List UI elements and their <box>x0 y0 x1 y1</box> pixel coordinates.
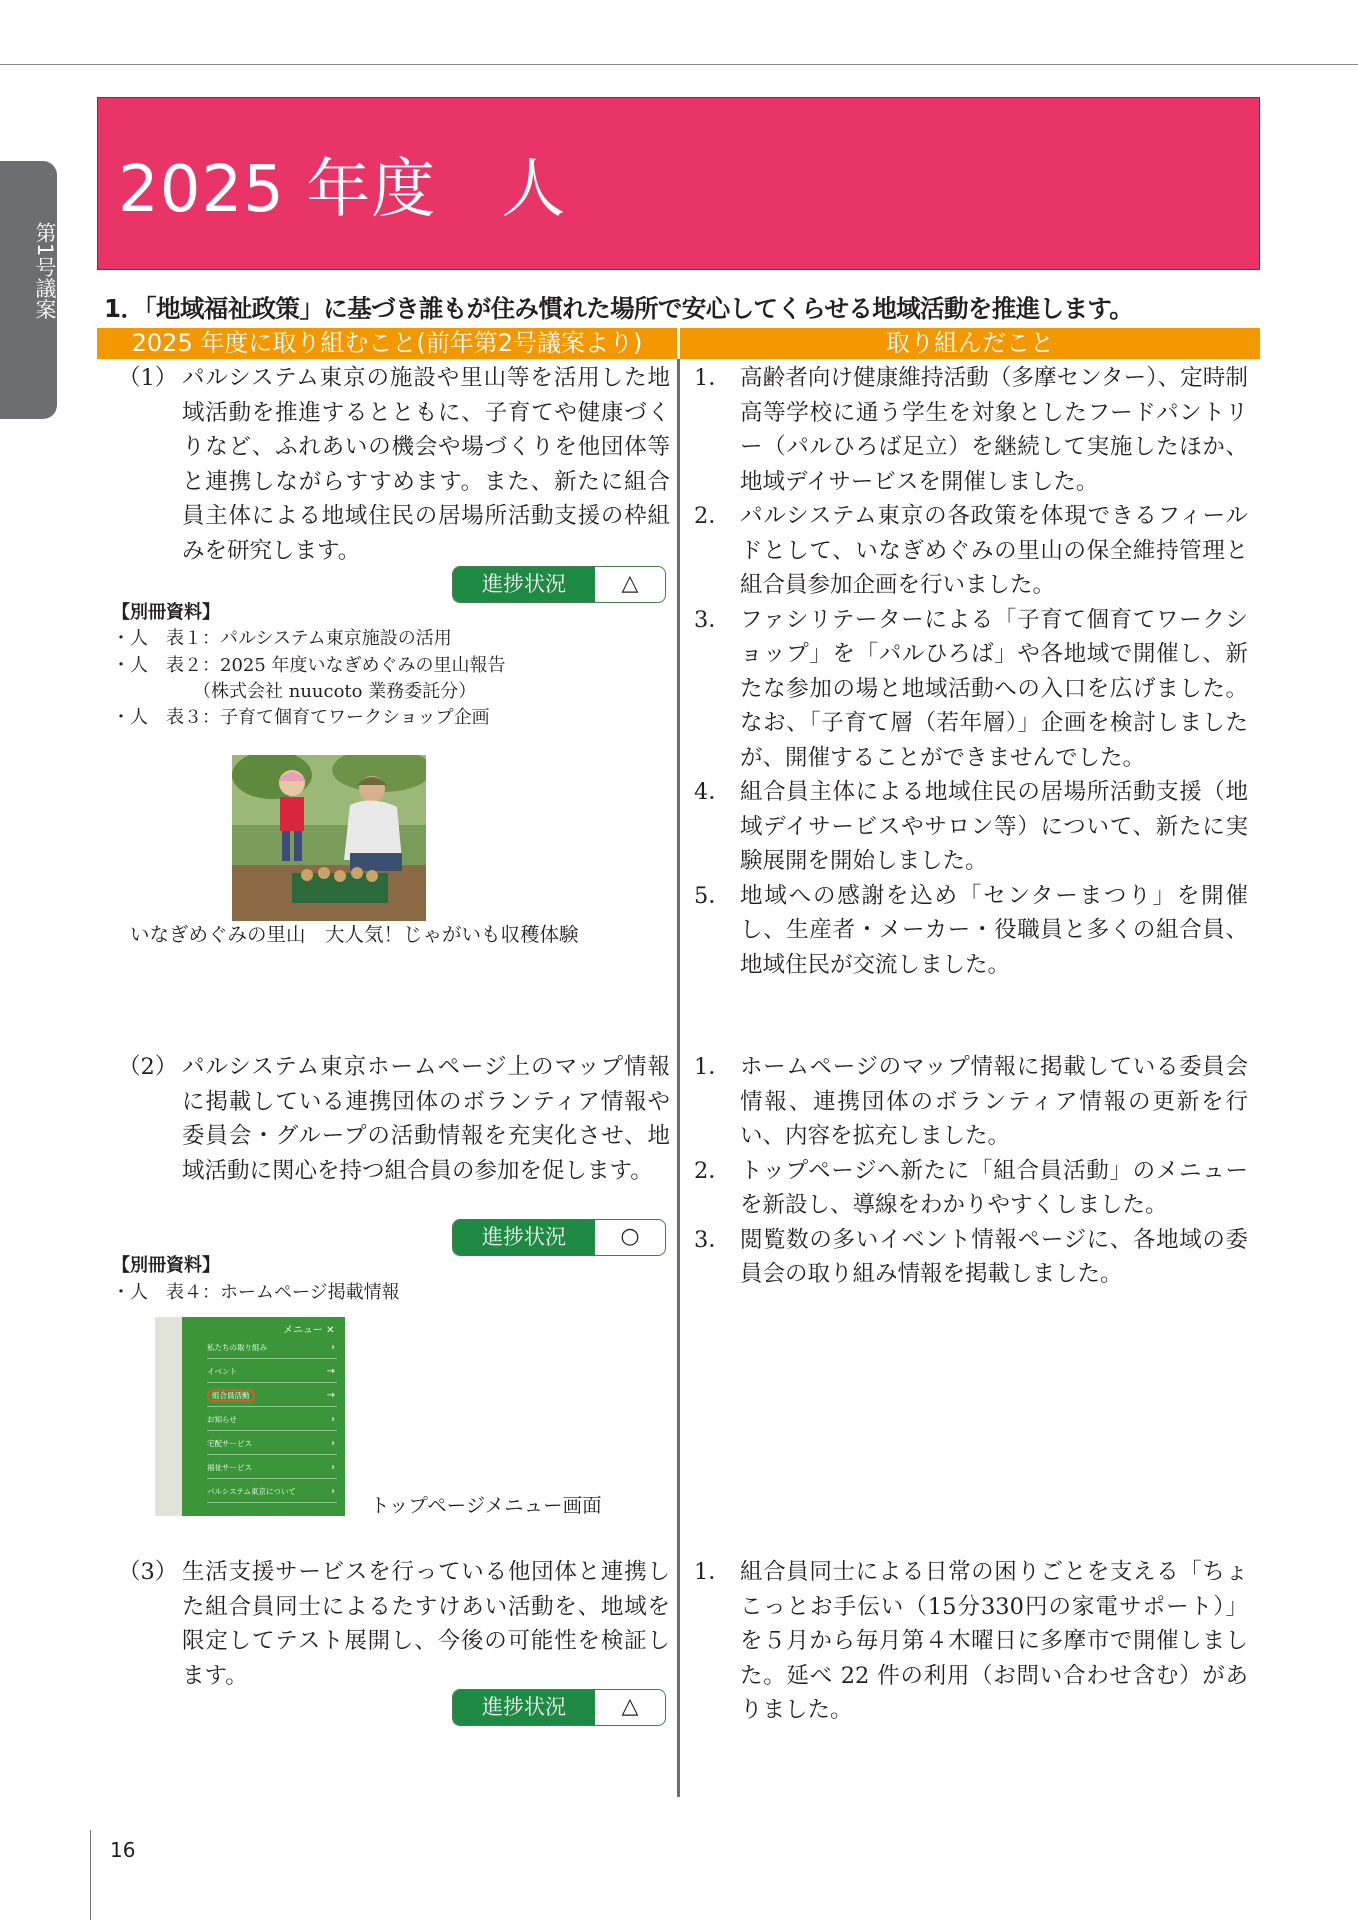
plan-item-text: パルシステム東京の施設や里山等を活用した地域活動を推進するとともに、子育てや健康づくりなど、ふれあいの機会や場づくりを他団体等と連携しながらすすめます。また、新たに組合員主体による地域住民の居場所活動支援の枠組みを研究します。 <box>182 365 670 564</box>
result-text: 組合員同士による日常の困りごとを支える「ちょこっとお手伝い（15分330円の家電サポート）」を５月から毎月第４木曜日に多摩市で開催しました。延べ 22 件の利用（お問い合わせ含む）がありました。 <box>740 1559 1248 1723</box>
page-number: 16 <box>110 1838 136 1862</box>
result-item <box>694 1223 1248 1292</box>
result-text: 地域への感謝を込め「センターまつり」を開催し、生産者・メーカー・役職員と多くの組合員、地域住民が交流しました。 <box>740 882 1248 978</box>
results-list-2 <box>694 1050 1248 1292</box>
result-text: ファシリテーターによる「子育て個育てワークショップ」を「パルひろば」や各地域で開催し、新たな参加の場と地域活動への入口を広げました。なお、「子育て層（若年層）」企画を検討しましたが、開催することができませんでした。 <box>740 606 1248 771</box>
reference-line: ・人 表１：パルシステム東京施設の活用 <box>112 628 452 649</box>
menu-screenshot-sidebar <box>155 1317 182 1516</box>
progress-label: 進捗状況 <box>453 1690 595 1725</box>
chapter-side-tab-label: 第1号議案 <box>33 222 57 320</box>
section-heading: 1．「地域福祉政策」に基づき誰もが住み慣れた場所で安心してくらせる地域活動を推進します。 <box>104 294 1134 323</box>
result-text: パルシステム東京の各政策を体現できるフィールドとして、いなぎめぐみの里山の保全維持管理と組合員参加企画を行いました。 <box>740 503 1248 598</box>
left-column-header: 2025 年度に取り組むこと(前年第2号議案より) <box>97 328 677 359</box>
menu-screenshot-row: イベント → <box>207 1361 337 1383</box>
reference-heading: 【別冊資料】 <box>112 602 220 623</box>
result-item <box>694 361 1248 499</box>
result-text: 高齢者向け健康維持活動（多摩センター）、定時制高等学校に通う学生を対象としたフードパントリー（パルひろば足立）を継続して実施したほか、地域デイサービスを開催しました。 <box>740 365 1248 495</box>
top-rule <box>0 64 1358 65</box>
plan-item-1 <box>118 361 670 568</box>
result-number: 5． <box>694 882 731 909</box>
progress-label: 進捗状況 <box>453 567 595 602</box>
menu-screenshot-row: お知らせ › <box>207 1409 337 1431</box>
result-text: 閲覧数の多いイベント情報ページに、各地域の委員会の取り組み情報を掲載しました。 <box>740 1226 1248 1287</box>
progress-label: 進捗状況 <box>453 1220 595 1255</box>
footer-rule <box>90 1830 91 1920</box>
menu-screenshot-row: 私たちの取り組み › <box>207 1337 337 1359</box>
progress-badge-2 <box>452 1219 666 1256</box>
result-number: 1． <box>694 1054 731 1080</box>
result-item <box>694 1050 1248 1154</box>
reference-line: ・人 表４：ホームページ掲載情報 <box>112 1282 400 1303</box>
progress-status-mark: △ <box>621 1694 639 1719</box>
photo-caption: いなぎめぐみの里山 大人気！じゃがいも収穫体験 <box>130 923 579 946</box>
result-number: 2． <box>694 1157 731 1184</box>
plan-item-text: 生活支援サービスを行っている他団体と連携した組合員同士によるたすけあい活動を、地域を限定してテスト展開し、今後の可能性を検証します。 <box>182 1559 670 1689</box>
result-number: 3． <box>694 1226 731 1253</box>
result-number: 4． <box>694 779 731 805</box>
menu-screenshot-row: パルシステム東京について › <box>207 1481 337 1503</box>
result-item <box>694 775 1248 879</box>
homepage-menu-screenshot <box>155 1317 345 1516</box>
result-item <box>694 1154 1248 1223</box>
menu-screenshot-row-highlighted: 組合員活動 → <box>207 1385 337 1407</box>
plan-item-number: （1） <box>118 365 178 391</box>
reference-line: ・人 表３：子育て個育てワークショップ企画 <box>112 707 490 728</box>
result-item <box>694 499 1248 603</box>
title-banner <box>97 97 1260 270</box>
results-list-1 <box>694 361 1248 982</box>
potato-harvest-photo <box>232 755 426 921</box>
result-item <box>694 1555 1248 1728</box>
result-number: 2． <box>694 503 731 529</box>
reference-line: （株式会社 nuucoto 業務委託分） <box>112 681 477 702</box>
result-text: ホームページのマップ情報に掲載している委員会情報、連携団体のボランティア情報の更新を行い、内容を拡充しました。 <box>740 1054 1248 1149</box>
right-column-header: 取り組んだこと <box>680 328 1260 359</box>
plan-item-3 <box>118 1555 670 1693</box>
page-title: 2025 年度 人 <box>118 153 567 227</box>
plan-item-number: （2） <box>118 1054 178 1080</box>
progress-badge-1 <box>452 566 666 603</box>
result-text: 組合員主体による地域住民の居場所活動支援（地域デイサービスやサロン等）について、新たに実験展開を開始しました。 <box>740 779 1248 874</box>
menu-screenshot-row: 宅配サービス › <box>207 1433 337 1455</box>
plan-item-text: パルシステム東京ホームページ上のマップ情報に掲載している連携団体のボランティア情報や委員会・グループの活動情報を充実化させ、地域活動に関心を持つ組合員の参加を促します。 <box>182 1054 670 1184</box>
plan-item-number: （3） <box>118 1559 178 1585</box>
column-divider <box>677 359 680 1797</box>
result-item <box>694 879 1248 983</box>
menu-screenshot-row: 福祉サービス › <box>207 1457 337 1479</box>
progress-status-mark: △ <box>621 571 639 596</box>
result-number: 1． <box>694 1559 731 1585</box>
menu-screenshot-title: メニュー ✕ <box>283 1325 335 1336</box>
reference-heading: 【別冊資料】 <box>112 1255 220 1276</box>
progress-badge-3 <box>452 1689 666 1726</box>
result-number: 3． <box>694 606 731 633</box>
screenshot-caption: トップページメニュー画面 <box>370 1494 602 1517</box>
plan-item-2 <box>118 1050 670 1188</box>
progress-status-mark: ○ <box>620 1224 640 1249</box>
result-number: 1． <box>694 365 731 391</box>
results-list-3 <box>694 1555 1248 1728</box>
reference-line: ・人 表２：2025 年度いなぎめぐみの里山報告 <box>112 655 506 676</box>
result-item <box>694 603 1248 776</box>
result-text: トップページへ新たに「組合員活動」のメニューを新設し、導線をわかりやすくしました。 <box>740 1157 1248 1218</box>
